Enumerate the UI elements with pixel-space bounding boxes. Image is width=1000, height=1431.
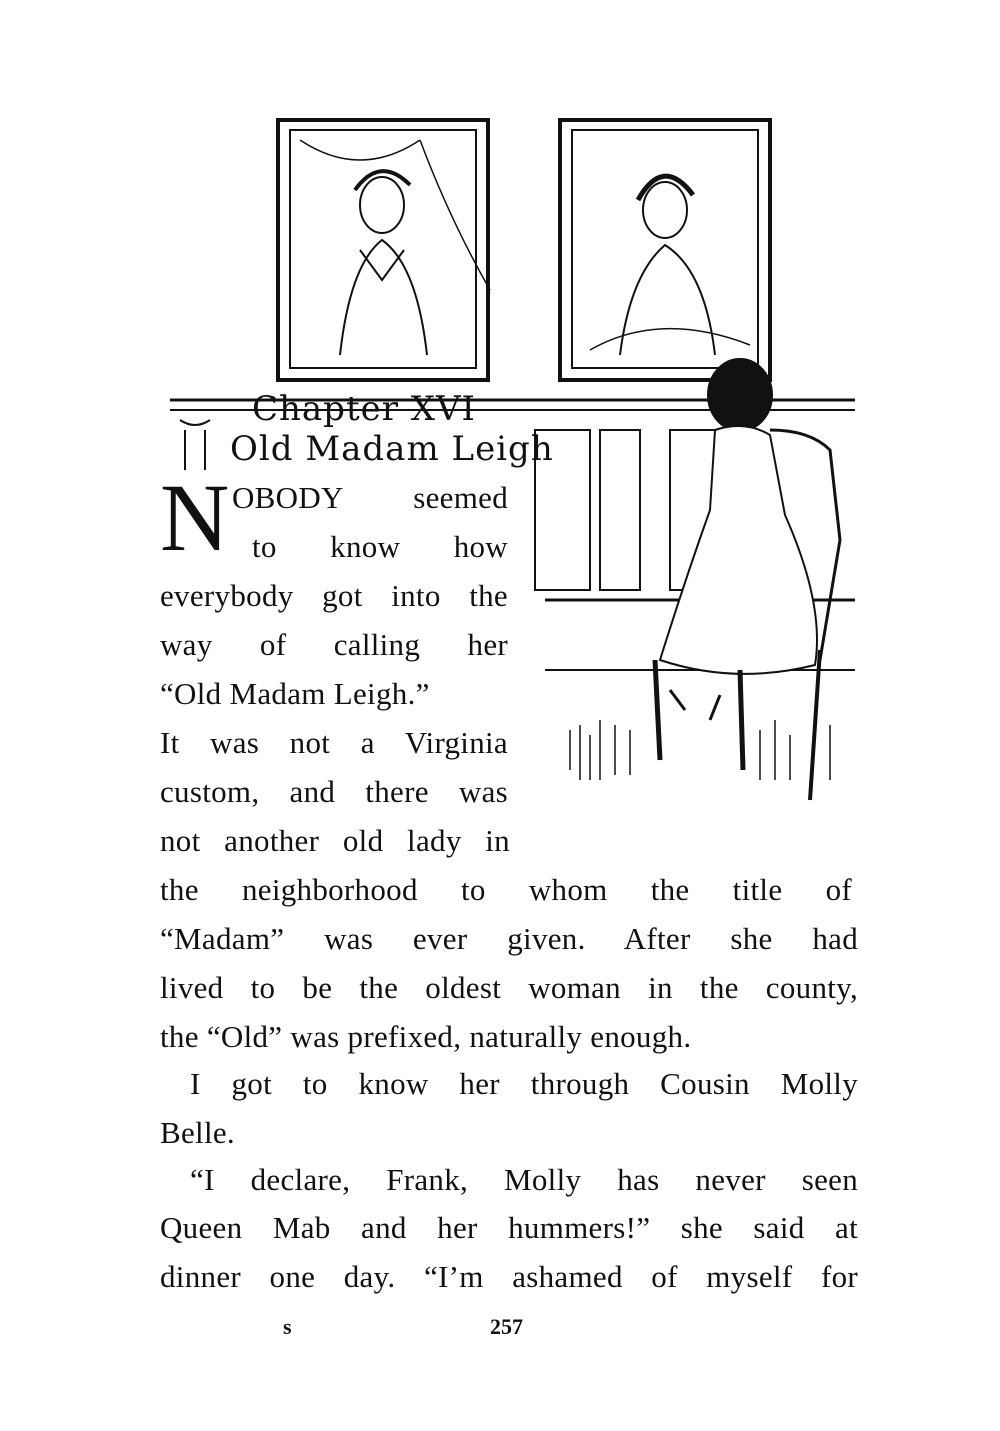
page-number: 257: [490, 1314, 523, 1339]
text-line: lived to be the oldest woman in the county,: [160, 970, 858, 1005]
text-line: everybody got into the: [160, 578, 508, 613]
text-line: “I declare, Frank, Molly has never seen: [190, 1162, 858, 1197]
text-line: to know how: [252, 529, 508, 564]
text-line: dinner one day. “I’m ashamed of myself for: [160, 1259, 858, 1294]
text-line: way of calling her: [160, 627, 508, 662]
text-line: “Old Madam Leigh.”: [160, 676, 430, 711]
text-line: not another old lady in: [160, 823, 510, 858]
text-line: Queen Mab and her hummers!” she said at: [160, 1210, 858, 1245]
chapter-title: Old Madam Leigh: [230, 429, 554, 469]
text-line: Belle.: [160, 1115, 235, 1150]
text-line: custom, and there was: [160, 774, 508, 809]
drop-cap: N: [160, 464, 230, 571]
text-line: It was not a Virginia: [160, 725, 508, 760]
text-line: “Madam” was ever given. After she had: [160, 921, 858, 956]
text-line: I got to know her through Cousin Molly: [190, 1066, 858, 1101]
text-line: OBODY seemed: [232, 480, 508, 515]
text-line: the “Old” was prefixed, naturally enough.: [160, 1019, 692, 1054]
text-line: the neighborhood to whom the title of: [160, 872, 852, 907]
chapter-label: Chapter XVI: [252, 389, 476, 429]
signature-mark: s: [283, 1314, 292, 1339]
